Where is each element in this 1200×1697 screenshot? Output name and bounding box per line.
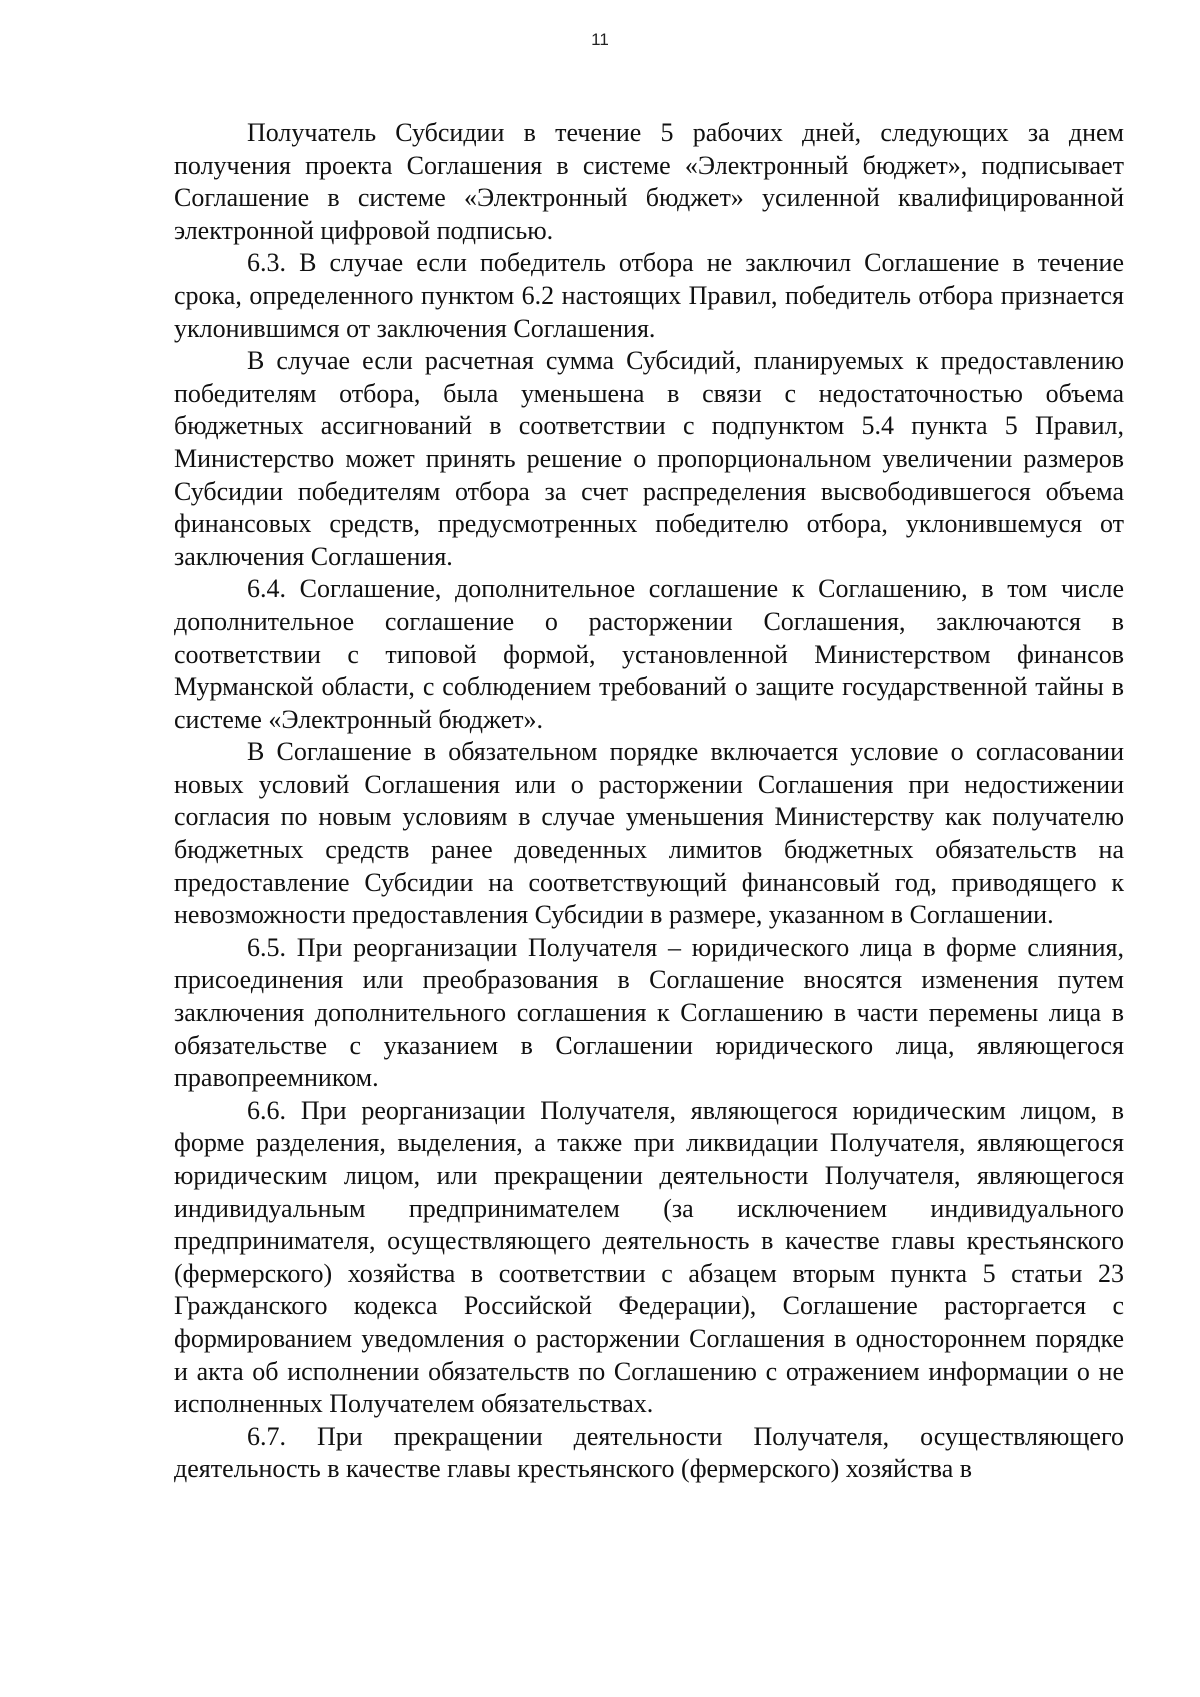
document-body	[174, 117, 1124, 1486]
paragraph-6-4: 6.4. Соглашение, дополнительное соглашение к Соглашению, в том числе дополнительное соглашение о расторжении Соглашения, заключаются в соответствии с типовой формой, установленной Министерством финансов Мурманской области, с соблюдением требований о защите государственной тайны в системе «Электронный бюджет».	[174, 574, 1124, 734]
page-number: 11	[591, 30, 609, 49]
paragraph-6-3-proportional-increase: В случае если расчетная сумма Субсидий, планируемых к предоставлению победителям отбора, была уменьшена в связи с недостаточностью объема бюджетных ассигнований в соответствии с подпунктом 5.4 пункта 5 Правил, Министерство может принять решение о пропорциональном увеличении размеров Субсидии победителям отбора за счет распределения высвободившегося объема финансовых средств, предусмотренных победителю отбора, уклонившемуся от заключения Соглашения.	[174, 346, 1124, 571]
paragraph-6-6: 6.6. При реорганизации Получателя, являющегося юридическим лицом, в форме разделения, выделения, а также при ликвидации Получателя, являющегося юридическим лицом, или прекращении деятельности Получателя, являющегося индивидуальным предпринимателем (за исключением индивидуального предпринимателя, осуществляющего деятельность в качестве главы крестьянского (фермерского) хозяйства в соответствии с абзацем вторым пункта 5 статьи 23 Гражданского кодекса Российской Федерации), Соглашение расторгается с формированием уведомления о расторжении Соглашения в одностороннем порядке и акта об исполнении обязательств по Соглашению с отражением информации о не исполненных Получателем обязательствах.	[174, 1095, 1124, 1419]
paragraph-6-3: 6.3. В случае если победитель отбора не заключил Соглашение в течение срока, определенного пунктом 6.2 настоящих Правил, победитель отбора признается уклонившимся от заключения Соглашения.	[174, 248, 1124, 343]
paragraph-6-7: 6.7. При прекращении деятельности Получателя, осуществляющего деятельность в качестве главы крестьянского (фермерского) хозяйства в	[174, 1421, 1124, 1484]
paragraph-6-5: 6.5. При реорганизации Получателя – юридического лица в форме слияния, присоединения или преобразования в Соглашение вносятся изменения путем заключения дополнительного соглашения к Соглашению в части перемены лица в обязательстве с указанием в Соглашении юридического лица, являющегося правопреемником.	[174, 932, 1124, 1093]
paragraph-6-4-mandatory-condition: В Соглашение в обязательном порядке включается условие о согласовании новых условий Соглашения или о расторжении Соглашения при недостижении согласия по новым условиям в случае уменьшения Министерству как получателю бюджетных средств ранее доведенных лимитов бюджетных обязательств на предоставление Субсидии на соответствующий финансовый год, приводящего к невозможности предоставления Субсидии в размере, указанном в Соглашении.	[174, 737, 1124, 930]
paragraph-signing: Получатель Субсидии в течение 5 рабочих дней, следующих за днем получения проекта Соглашения в системе «Электронный бюджет», подписывает Соглашение в системе «Электронный бюджет» усиленной квалифицированной электронной цифровой подписью.	[174, 118, 1124, 245]
